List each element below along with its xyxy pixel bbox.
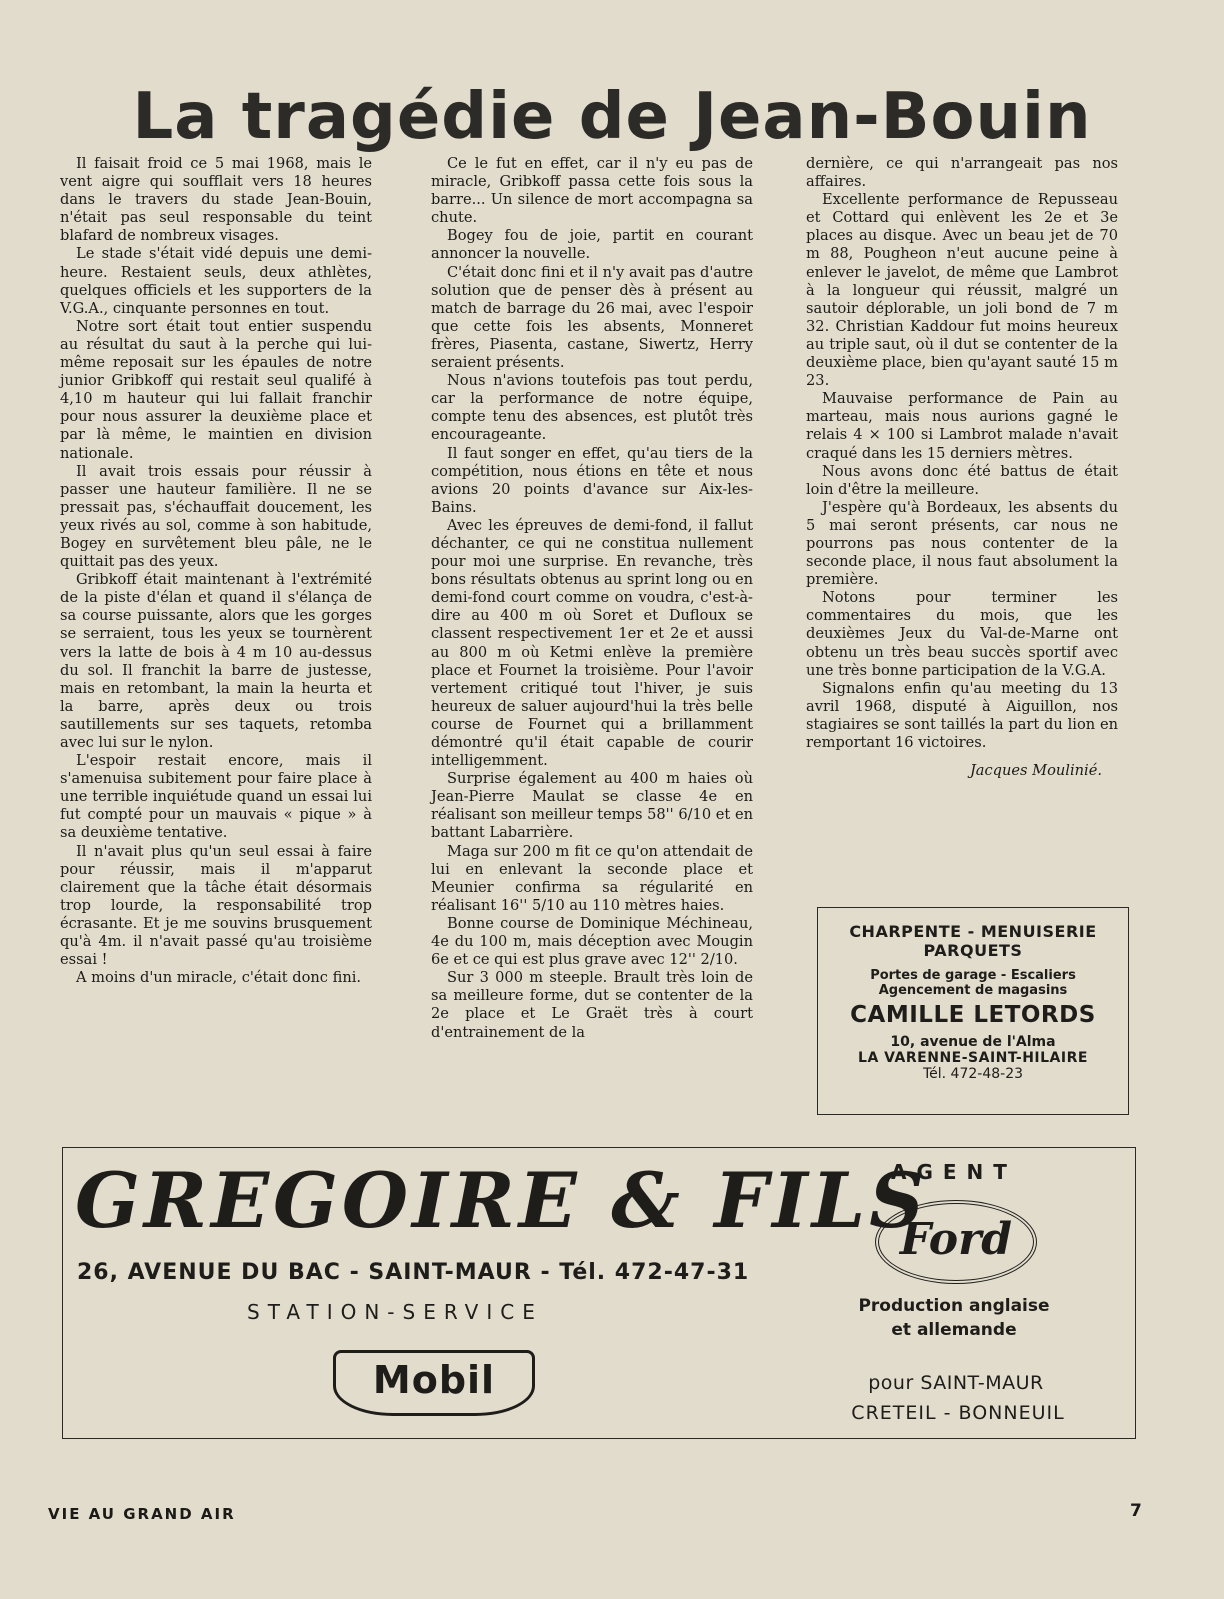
paragraph: dernière, ce qui n'arrangeait pas nos affaires.: [806, 155, 1118, 191]
paragraph: Excellente performance de Repusseau et Cottard qui enlèvent les 2e et 3e places au disque. Avec un beau jet de 70 m 88, Pougheon n'eut aucune peine à enlever le javelot, de même que Lambrot à la longueur qui réussit, malgré un sautoir déplorable, un joli bond de 7 m 32. Christian Kaddour fut moins heureux au triple saut, où il dut se contenter de la deuxième place, bien qu'ayant sauté 15 m 23.: [806, 191, 1118, 390]
paragraph: Ce le fut en effet, car il n'y eu pas de miracle, Gribkoff passa cette fois sous la barre... Un silence de mort accompagna sa chute.: [431, 155, 753, 227]
ad-trade-line-2: PARQUETS: [923, 941, 1023, 960]
service-area: pour SAINT-MAUR: [868, 1372, 1044, 1394]
paragraph: Il faisait froid ce 5 mai 1968, mais le vent aigre qui soufflait vers 18 heures dans le travers du stade Jean-Bouin, n'était pas seul responsable du teint blafard de nombreux visages.: [60, 155, 372, 245]
mobil-logo: Mobil: [333, 1350, 535, 1416]
paragraph: A moins d'un miracle, c'était donc fini.: [76, 969, 362, 987]
paragraph: Signalons enfin qu'au meeting du 13 avril 1968, disputé à Aiguillon, nos stagiaires se sont taillés la part du lion en remportant 16 victoires.: [806, 679, 1118, 751]
garage-ad: [62, 1147, 1136, 1439]
ad-street-address: 10, avenue de l'Alma: [890, 1034, 1056, 1050]
paragraph: Gribkoff était maintenant à l'extrémité de la piste d'élan et quand il s'élança de sa course puissante, alors que les gorges se serraient, tous les yeux se tournèrent vers la latte de bois à 4 m 10 au-dessus du sol. Il franchit la barre de justesse, mais en retombant, la main la heurta et la barre, après deux ou trois sautillements sur ses taquets, retomba avec lui sur le nylon.: [60, 571, 372, 751]
page-number: 7: [1130, 1501, 1142, 1521]
paragraph: Mauvaise performance de Pain au marteau, mais nous aurions gagné le relais 4 × 100 si Lambrot malade n'avait craqué dans les 15 derniers mètres.: [806, 390, 1118, 462]
paragraph: Nous avons donc été battus de était loin d'être la meilleure.: [806, 462, 1118, 498]
paragraph: Notons pour terminer les commentaires du mois, que les deuxièmes Jeux du Val-de-Marne ont obtenu un très beau succès sportif avec une très bonne participation de la V.G.A.: [806, 589, 1118, 679]
paragraph: Avec les épreuves de demi-fond, il fallut déchanter, ce qui ne constitua nullement pour moi une surprise. En revanche, très bons résultats obtenus au sprint long ou en demi-fond court comme on voudra, c'est-à-dire au 400 m où Soret et Dufloux se classent respectivement 1er et 2e et aussi au 800 m où Ketmi enlève la première place et Fournet la troisième. Pour l'avoir vertement critiqué tout l'hiver, je suis heureux de saluer aujourd'hui la très belle course de Fournet qui a brillamment démontré qu'il était capable de courir intelligemment.: [431, 516, 753, 770]
ad-company-name: CAMILLE LETORDS: [850, 1002, 1096, 1028]
ad-phone: Tél. 472-48-23: [922, 1066, 1024, 1082]
article-column-1: [60, 155, 372, 987]
ad-services-line-2: Agencement de magasins: [878, 983, 1068, 998]
paragraph: Il faut songer en effet, qu'au tiers de la compétition, nous étions en tête et nous avions 20 points d'avance sur Aix-les-Bains.: [431, 444, 753, 516]
production-line: Production anglaise: [858, 1296, 1050, 1316]
paragraph: L'espoir restait encore, mais il s'amenuisa subitement pour faire place à une terrible inquiétude quand un essai lui fut compté pour un mauvais « pique » à sa deuxième tentative.: [60, 752, 372, 842]
garage-address: 26, AVENUE DU BAC - SAINT-MAUR - Tél. 472-47-31: [77, 1260, 750, 1285]
garage-brand: GREGOIRE & FILS: [75, 1156, 929, 1245]
paragraph: Notre sort était tout entier suspendu au résultat du saut à la perche qui lui-même reposait sur les épaules de notre junior Gribkoff qui restait seul qualifé à 4,10 m hauteur qui lui fallait franchir pour nous assurer la deuxième place et par là même, le maintien en division nationale.: [60, 317, 372, 462]
ford-logo: Ford: [875, 1200, 1037, 1284]
article-column-2: [431, 155, 753, 1042]
paragraph: Le stade s'était vidé depuis une demi-heure. Restaient seuls, deux athlètes, quelques officiels et les supporters de la V.G.A., cinquante personnes en tout.: [60, 245, 372, 317]
paragraph: Maga sur 200 m fit ce qu'on attendait de lui en enlevant la seconde place et Meunier confirma sa régularité en réalisant 16'' 5/10 au 110 mètres haies.: [431, 842, 753, 914]
paragraph: Surprise également au 400 m haies où Jean-Pierre Maulat se classe 4e en réalisant son meilleur temps 58'' 6/10 et en battant Labarrière.: [431, 770, 753, 842]
author-signature: Jacques Moulinié.: [969, 762, 1102, 780]
ad-trade-line: CHARPENTE - MENUISERIE: [849, 922, 1097, 941]
ad-town: LA VARENNE-SAINT-HILAIRE: [858, 1050, 1088, 1066]
agent-label: AGENT: [891, 1160, 1017, 1184]
carpentry-ad: [817, 907, 1129, 1115]
ad-services-line: Portes de garage - Escaliers: [870, 968, 1076, 983]
paragraph: J'espère qu'à Bordeaux, les absents du 5 mai seront présents, car nous ne pourrons pas nous contenter de la seconde place, il nous faut absolument la première.: [806, 498, 1118, 589]
paragraph: C'était donc fini et il n'y avait pas d'autre solution que de penser dès à présent au match de barrage du 26 mai, avec l'espoir que cette fois les absents, Monneret frères, Piasenta, castane, Siwertz, Herry seraient présents.: [431, 263, 753, 372]
paragraph: Il avait trois essais pour réussir à passer une hauteur familière. Il ne se pressait pas, s'échauffait doucement, les yeux rivés au sol, comme à son habitude, Bogey en survêtement bleu pâle, ne le quittait pas des yeux.: [60, 462, 372, 571]
article-title: La tragédie de Jean-Bouin: [132, 80, 1092, 154]
paragraph: Nous n'avions toutefois pas tout perdu, car la performance de notre équipe, compte tenu des absences, est plutôt très encourageante.: [431, 372, 753, 444]
paragraph: Bonne course de Dominique Méchineau, 4e du 100 m, mais déception avec Mougin 6e et ce qui est plus grave avec 12'' 2/10.: [431, 914, 753, 969]
service-area-2: CRETEIL - BONNEUIL: [851, 1402, 1065, 1424]
production-line-2: et allemande: [891, 1320, 1017, 1340]
paragraph: Bogey fou de joie, partit en courant annoncer la nouvelle.: [431, 227, 753, 263]
station-service-label: STATION-SERVICE: [247, 1300, 543, 1324]
paragraph: Sur 3 000 m steeple. Brault très loin de sa meilleure forme, dut se contenter de la 2e place et Le Graët très à court d'entrainement de la: [431, 969, 753, 1041]
paragraph: Il n'avait plus qu'un seul essai à faire pour réussir, mais il m'apparut clairement que la tâche était désormais trop lourde, la responsabilité trop écrasante. Et je me souvins brusquement qu'à 4m. il n'avait passé qu'au troisième essai !: [60, 842, 372, 969]
magazine-name: VIE AU GRAND AIR: [48, 1505, 236, 1523]
article-column-3: [806, 155, 1118, 780]
